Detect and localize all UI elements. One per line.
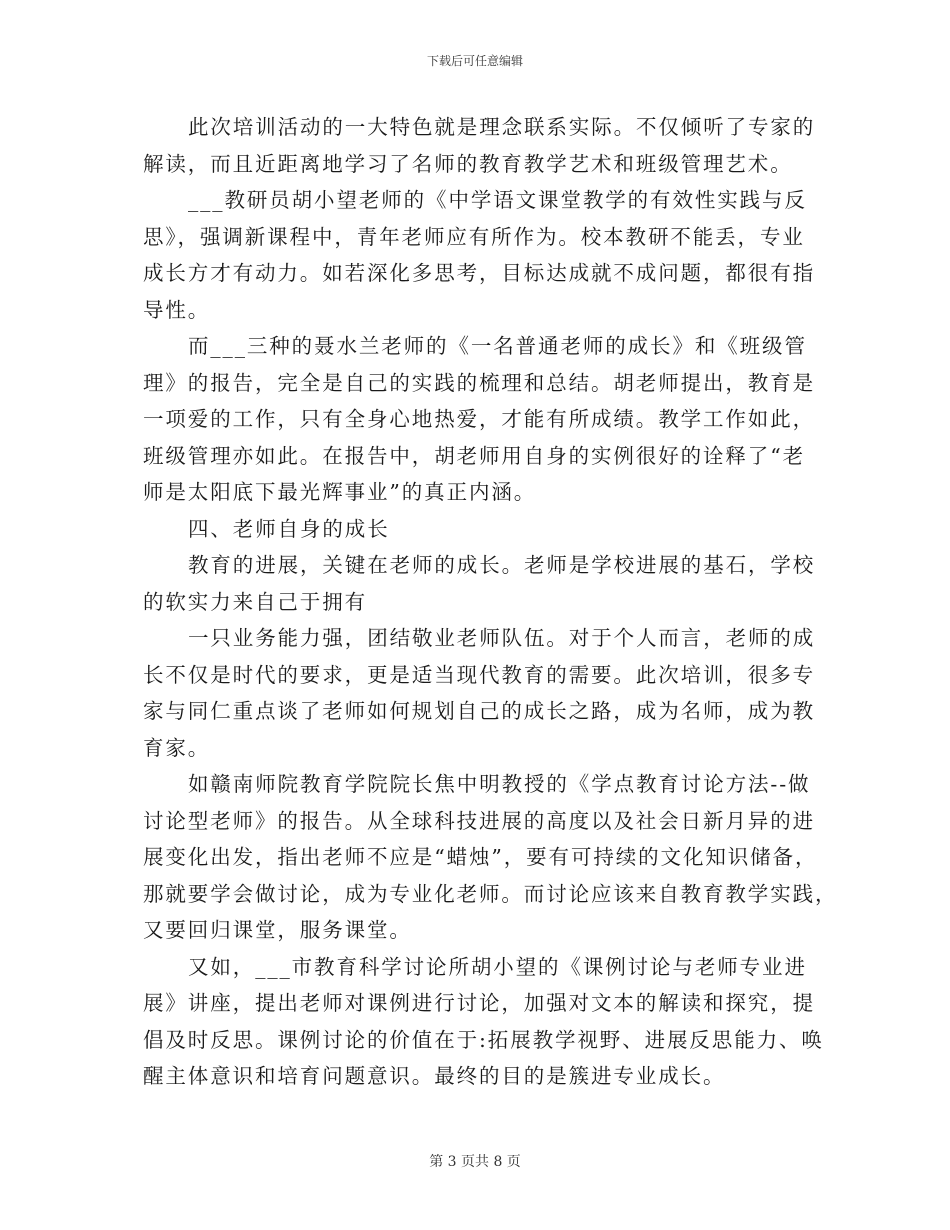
text-line: 醒主体意识和培育问题意识。最终的目的是簇进专业成长。 [143,1064,726,1088]
text-line: 师是太阳底下最光辉事业”的真正内涵。 [143,480,537,504]
text-line: 成长方才有动力。如若深化多思考，目标达成就不成问题，都很有指 [143,261,815,285]
text-line: 导性。 [143,297,211,322]
text-line: 班级管理亦如此。在报告中，胡老师用自身的实例很好的诠释了“老 [143,443,805,468]
page-header: 下载后可任意编辑 [426,54,523,68]
text-line: 教育的进展，关键在老师的成长。老师是学校进展的基石，学校 [188,553,816,577]
text-line: 讨论型老师》的报告。从全球科技进展的高度以及社会日新月异的进 [143,808,815,833]
text-line: 的软实力来自己于拥有 [143,589,367,614]
text-line: 而___三种的聂水兰老师的《一名普通老师的成长》和《班级管 [188,334,807,358]
text-line: 展变化出发，指出老师不应是“蜡烛”，要有可持续的文化知识储备， [143,845,818,869]
text-line: 又要回归课堂，服务课堂。 [143,918,412,942]
text-line: 那就要学会做讨论，成为专业化老师。而讨论应该来自教育教学实践， [143,881,838,906]
text-line: 思》，强调新课程中，青年老师应有所作为。校本教研不能丢，专业 [143,224,805,249]
text-line: 此次培训活动的一大特色就是理念联系实际。不仅倾听了专家的 [188,115,816,139]
document-body [143,109,838,1095]
text-line: 一项爱的工作，只有全身心地热爱，才能有所成绩。教学工作如此， [143,407,815,431]
section-heading: 四、老师自身的成长 [188,516,390,541]
text-line: 又如，___市教育科学讨论所胡小望的《课例讨论与老师专业进 [188,954,807,979]
text-line: 解读，而且近距离地学习了名师的教育教学艺术和班级管理艺术。 [143,151,793,176]
text-line: 如赣南师院教育学院院长焦中明教授的《学点教育讨论方法--做 [188,772,811,796]
text-line: 家与同仁重点谈了老师如何规划自己的成长之路，成为名师，成为教 [143,699,815,723]
text-line: 展》讲座，提出老师对课例进行讨论，加强对文本的解读和探究，提 [143,991,815,1015]
text-line: 一只业务能力强，团结敬业老师队伍。对于个人而言，老师的成 [188,626,816,650]
text-line: ___教研员胡小望老师的《中学语文课堂教学的有效性实践与反 [188,188,807,212]
page-footer: 第 3 页共 8 页 [429,1154,521,1170]
text-line: 长不仅是时代的要求，更是适当现代教育的需要。此次培训，很多专 [143,662,815,687]
text-line: 理》的报告，完全是自己的实践的梳理和总结。胡老师提出，教育是 [143,370,815,395]
text-line: 育家。 [143,735,211,760]
text-line: 倡及时反思。课例讨论的价值在于:拓展教学视野、进展反思能力、唤 [143,1027,824,1052]
